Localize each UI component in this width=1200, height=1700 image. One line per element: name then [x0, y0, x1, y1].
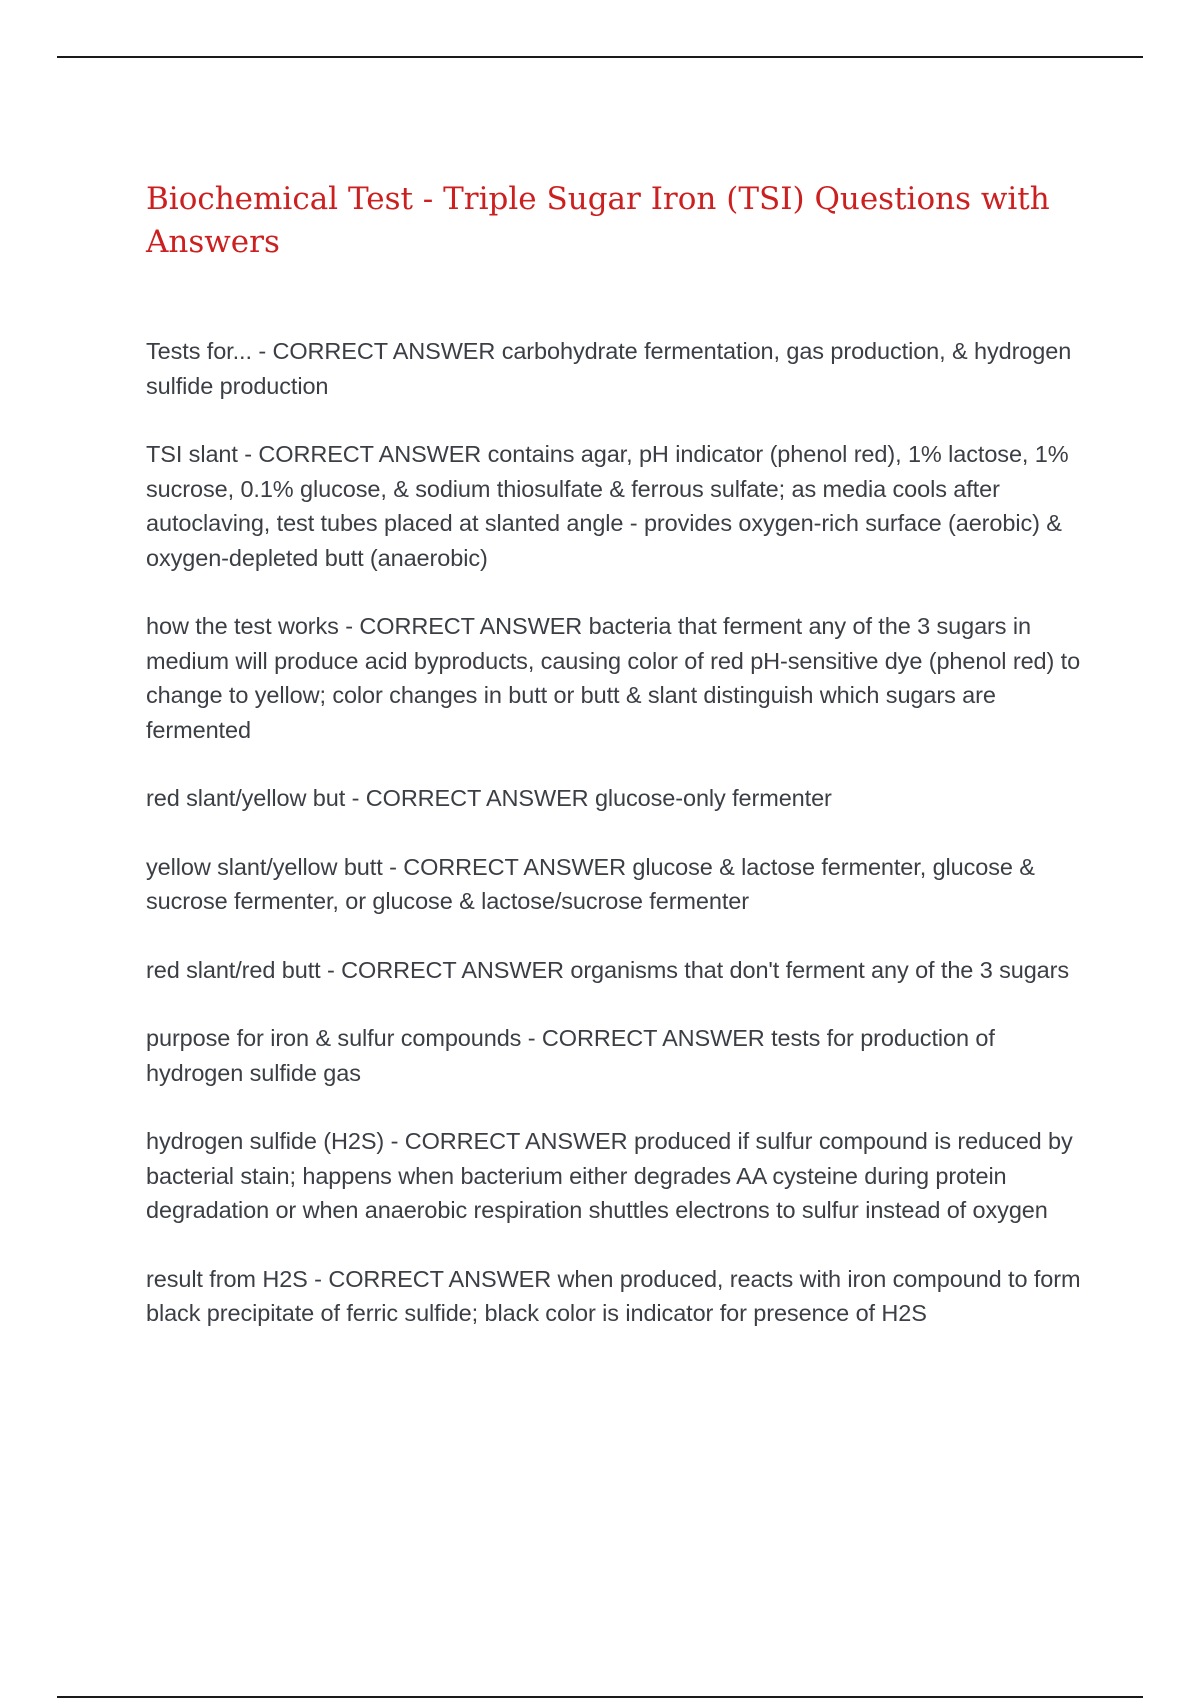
- footer-rule: [57, 1696, 1143, 1698]
- answer-text: glucose-only fermenter: [594, 785, 832, 811]
- answer-text: contains agar, pH indicator (phenol red), 1% lactose, 1% sucrose, 0.1% glucose, & sodium thiosulfate & ferrous sulfate; as media cools after autoclaving, test tubes placed at slanted angle - provides oxygen-rich surface (aerobic) & oxygen-depleted butt (anaerobic): [146, 441, 1069, 571]
- answer-marker: CORRECT ANSWER: [403, 853, 626, 880]
- answer-marker: CORRECT ANSWER: [258, 441, 482, 467]
- separator: -: [338, 613, 360, 639]
- qa-item: [146, 334, 1096, 403]
- answer-marker: CORRECT ANSWER: [365, 785, 589, 811]
- separator: -: [384, 1128, 405, 1154]
- document-body: [146, 178, 1096, 1365]
- qa-list: [146, 334, 1096, 1331]
- answer-marker: CORRECT ANSWER: [404, 1128, 628, 1154]
- answer-marker: CORRECT ANSWER: [341, 956, 564, 983]
- document-title: Biochemical Test - Triple Sugar Iron (TSI) Questions with Answers: [146, 181, 1050, 260]
- answer-text: bacteria that ferment any of the 3 sugars in medium will produce acid byproducts, causing color of red pH-sensitive dye (phenol red) to change to yellow; color changes in butt or butt & slant distinguish which sugars are fermented: [146, 613, 1081, 743]
- answer-marker: CORRECT ANSWER: [328, 1265, 552, 1292]
- answer-marker: CORRECT ANSWER: [272, 338, 496, 364]
- answer-text: tests for production of hydrogen sulfide gas: [146, 1025, 995, 1086]
- separator: -: [251, 338, 273, 364]
- qa-item: [146, 609, 1096, 747]
- separator: -: [237, 441, 259, 467]
- question-text: purpose for iron & sulfur compounds: [146, 1025, 522, 1051]
- qa-item: [146, 1262, 1096, 1331]
- question-text: red slant/red butt: [146, 956, 321, 983]
- answer-marker: CORRECT ANSWER: [541, 1025, 765, 1051]
- qa-item: [146, 1021, 1096, 1090]
- question-text: yellow slant/yellow butt: [146, 853, 383, 880]
- answer-text: glucose & lactose fermenter, glucose & sucrose fermenter, or glucose & lactose/sucrose fermenter: [146, 853, 1035, 914]
- qa-item: [146, 1124, 1096, 1228]
- question-text: red slant/yellow but: [146, 785, 346, 811]
- qa-item: [146, 850, 1096, 919]
- separator: -: [382, 853, 404, 880]
- answer-text: when produced, reacts with iron compound to form black precipitate of ferric sulfide; black color is indicator for presence of H2S: [146, 1265, 1081, 1326]
- answer-text: produced if sulfur compound is reduced by bacterial stain; happens when bacterium either degrades AA cysteine during protein degradation or when anaerobic respiration shuttles electrons to sulfur instead of oxygen: [146, 1128, 1073, 1223]
- header-rule: [57, 56, 1143, 58]
- question-text: how the test works: [146, 613, 339, 639]
- qa-item: [146, 437, 1096, 575]
- question-text: hydrogen sulfide (H2S): [146, 1128, 385, 1154]
- separator: -: [345, 785, 366, 811]
- answer-marker: CORRECT ANSWER: [359, 613, 583, 639]
- question-text: Tests for...: [146, 338, 252, 364]
- question-text: result from H2S: [146, 1265, 308, 1292]
- qa-item: [146, 781, 1096, 816]
- separator: -: [307, 1265, 329, 1292]
- answer-text: organisms that don't ferment any of the 3 sugars: [570, 956, 1070, 983]
- separator: -: [320, 956, 342, 983]
- separator: -: [521, 1025, 542, 1051]
- question-text: TSI slant: [146, 441, 238, 467]
- answer-text: carbohydrate fermentation, gas production, & hydrogen sulfide production: [146, 338, 1072, 399]
- qa-item: [146, 953, 1096, 988]
